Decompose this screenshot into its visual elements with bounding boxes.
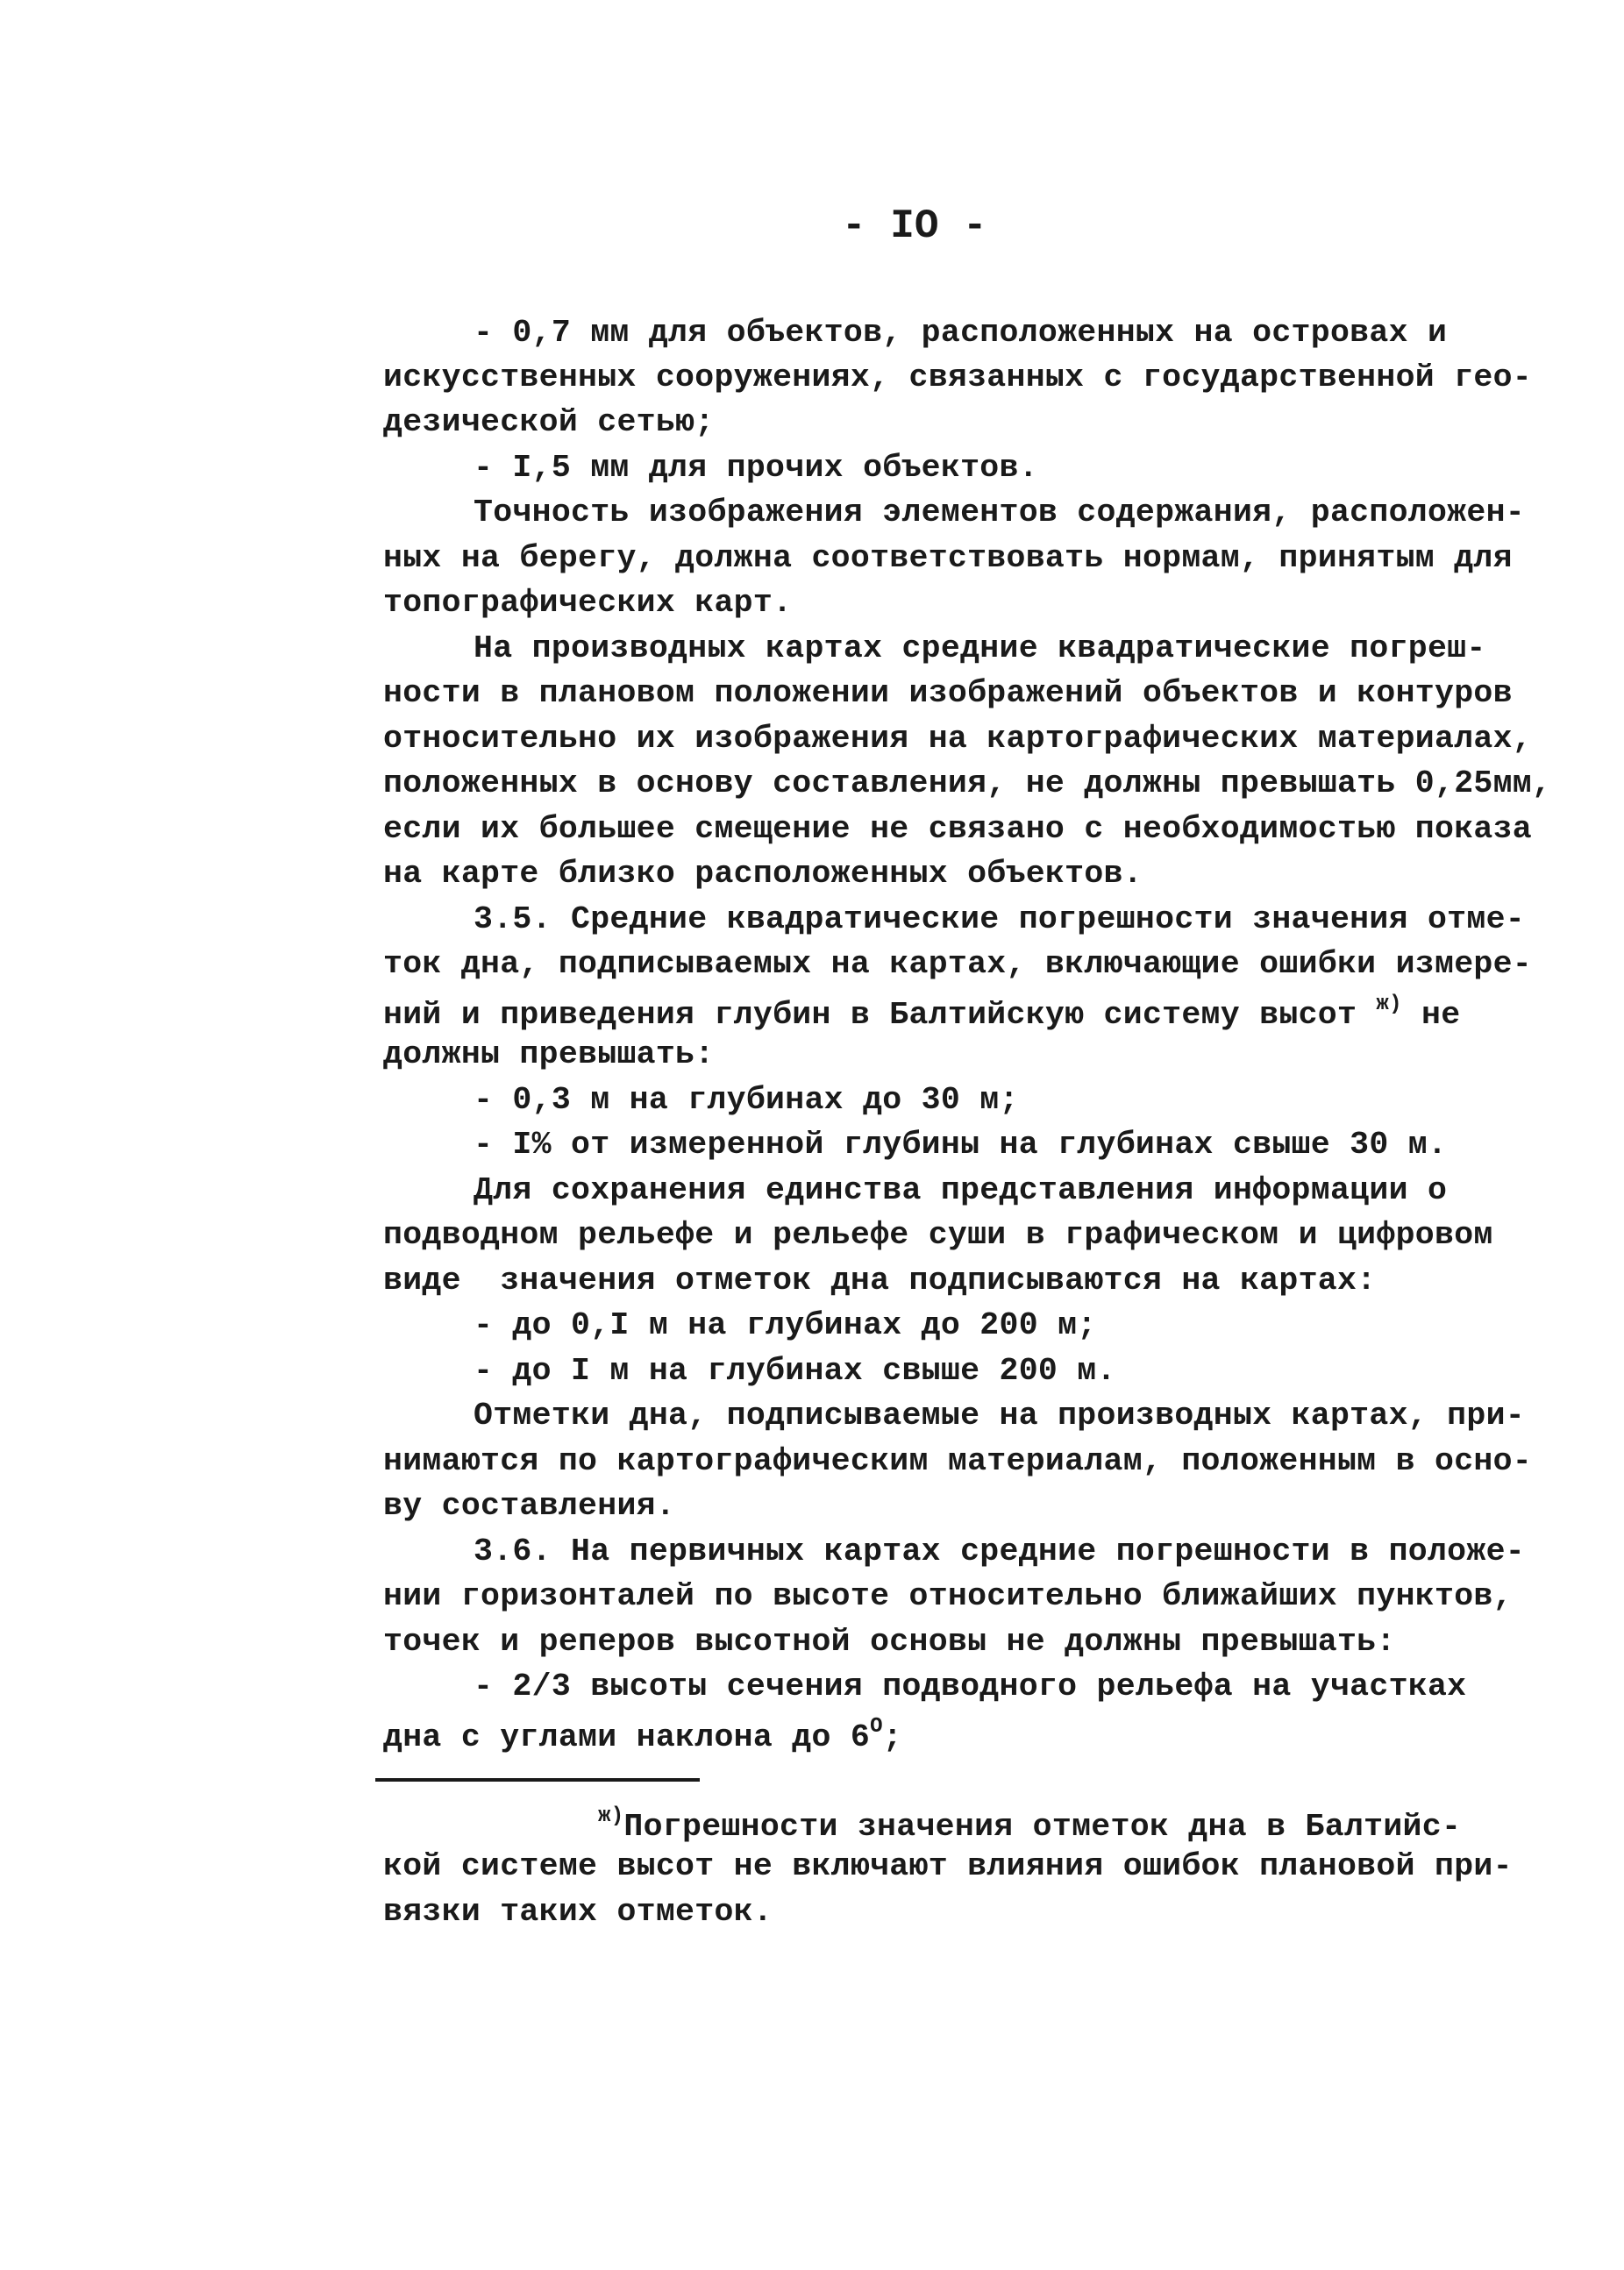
footnote-marker: ж) — [598, 1804, 624, 1828]
footnote-marker: ж) — [1376, 993, 1402, 1016]
text-line: точек и реперов высотной основы не должны превышать: — [383, 1624, 1396, 1660]
text-line: - до I м на глубинах свыше 200 м. — [474, 1353, 1116, 1389]
text-line: - 2/3 высоты сечения подводного рельефа на участках — [474, 1669, 1467, 1704]
footnote-separator — [375, 1778, 700, 1782]
text-line: ву составления. — [383, 1488, 676, 1524]
text-line: ток дна, подписываемых на картах, включающие ошибки измере- — [383, 946, 1533, 982]
text-run: не — [1401, 997, 1461, 1033]
text-line: Точность изображения элементов содержания, расположен- — [474, 495, 1525, 530]
text-line: дезической сетью; — [383, 404, 715, 440]
text-line: - до 0,I м на глубинах до 200 м; — [474, 1307, 1097, 1343]
text-line: виде значения отметок дна подписываются на картах: — [383, 1263, 1377, 1299]
footnote-line: кой системе высот не включают влияния ошибок плановой при- — [383, 1848, 1513, 1884]
text-line — [383, 1717, 902, 1754]
degree-superscript: O — [870, 1715, 883, 1739]
text-run: дна с углами наклона до 6 — [383, 1719, 871, 1755]
text-line — [383, 994, 1460, 1032]
text-line: ных на берегу, должна соответствовать нормам, принятым для — [383, 540, 1513, 576]
text-run: ний и приведения глубин в Балтийскую систему высот — [383, 997, 1377, 1033]
text-line: должны превышать: — [383, 1036, 715, 1072]
text-line: искусственных сооружениях, связанных с государственной гео- — [383, 359, 1533, 395]
footnote-line: вязки таких отметок. — [383, 1894, 773, 1930]
text-line: 3.5. Средние квадратические погрешности значения отме- — [474, 901, 1525, 937]
text-line: нии горизонталей по высоте относительно ближайших пунктов, — [383, 1578, 1513, 1614]
text-line: ности в плановом положении изображений объектов и контуров — [383, 675, 1513, 711]
text-line: - 0,7 мм для объектов, расположенных на островах и — [474, 315, 1448, 351]
text-run: Погрешности значения отметок дна в Балтийс- — [623, 1809, 1462, 1845]
footnote-line — [598, 1806, 1461, 1844]
page-number: - IO - — [842, 203, 987, 249]
text-line: - I,5 мм для прочих объектов. — [474, 450, 1038, 486]
text-line: нимаются по картографическим материалам, положенным в осно- — [383, 1443, 1533, 1479]
text-line: - I% от измеренной глубины на глубинах свыше 30 м. — [474, 1127, 1448, 1163]
text-line: топографических карт. — [383, 585, 793, 621]
text-line: Для сохранения единства представления информации о — [474, 1172, 1448, 1208]
text-line: На производных картах средние квадратические погреш- — [474, 630, 1486, 666]
text-line: Отметки дна, подписываемые на производных картах, при- — [474, 1398, 1525, 1434]
text-line: если их большее смещение не связано с необходимостью показа — [383, 811, 1533, 847]
text-line: относительно их изображения на картографических материалах, — [383, 721, 1533, 757]
text-line: - 0,3 м на глубинах до 30 м; — [474, 1082, 1019, 1118]
text-line: 3.6. На первичных картах средние погрешности в положе- — [474, 1533, 1525, 1569]
text-run: ; — [882, 1719, 903, 1755]
text-line: положенных в основу составления, не должны превышать 0,25мм, — [383, 765, 1552, 801]
text-line: подводном рельефе и рельефе суши в графическом и цифровом — [383, 1217, 1493, 1253]
text-line: на карте близко расположенных объектов. — [383, 856, 1143, 892]
